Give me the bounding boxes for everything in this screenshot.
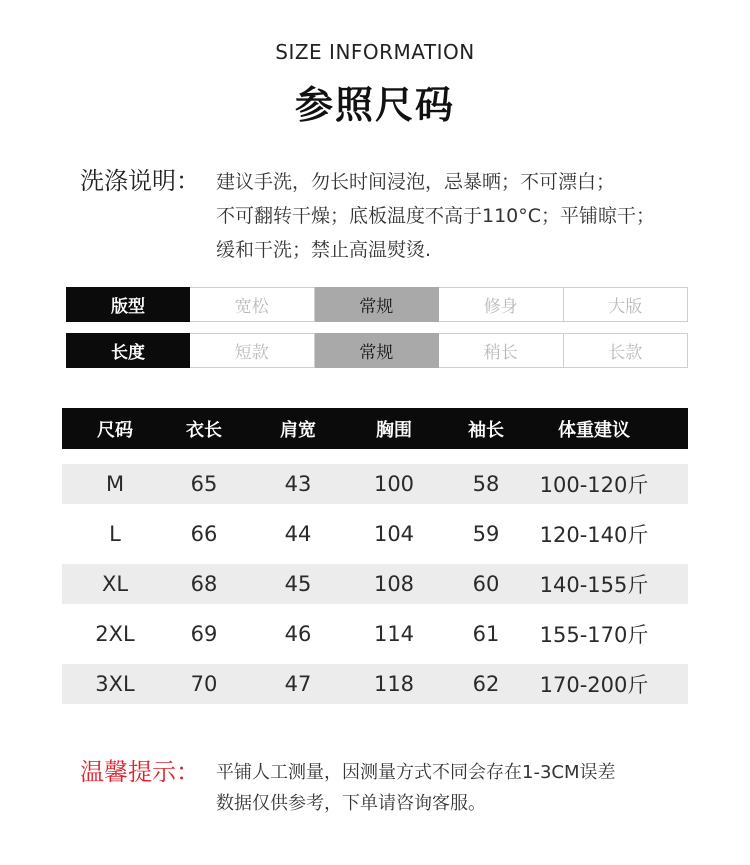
fit-option: 常规 xyxy=(315,287,440,322)
table-cell: M xyxy=(105,472,125,496)
care-instruction-line: 建议手洗，勿长时间浸泡，忌暴晒；不可漂白； xyxy=(216,171,616,193)
care-instruction-line: 缓和干洗；禁止高温熨烫. xyxy=(216,239,432,261)
fit-selector xyxy=(66,287,688,322)
column-header: 袖长 xyxy=(468,419,504,441)
table-row xyxy=(62,514,688,554)
column-header: 体重建议 xyxy=(558,419,630,441)
table-cell: 70 xyxy=(190,672,218,696)
table-cell: 118 xyxy=(373,672,415,696)
table-cell: 62 xyxy=(472,672,500,696)
table-row xyxy=(62,464,688,504)
size-table xyxy=(62,408,688,704)
table-cell: 104 xyxy=(373,522,415,546)
length-label: 长度 xyxy=(66,333,190,368)
table-cell: 2XL xyxy=(95,622,135,646)
table-cell: 60 xyxy=(472,572,500,596)
column-header: 肩宽 xyxy=(280,419,316,441)
table-row xyxy=(62,614,688,654)
column-header: 胸围 xyxy=(376,419,412,441)
column-header: 尺码 xyxy=(97,419,133,441)
length-selector xyxy=(66,333,688,368)
table-cell: 68 xyxy=(190,572,218,596)
fit-option: 修身 xyxy=(439,287,564,322)
length-option: 短款 xyxy=(190,333,315,368)
table-cell: 100-120斤 xyxy=(539,473,649,497)
tip-line: 平铺人工测量，因测量方式不同会存在1-3CM误差 xyxy=(216,762,616,783)
fit-option: 宽松 xyxy=(190,287,315,322)
table-cell: XL xyxy=(101,572,129,596)
table-cell: 100 xyxy=(373,472,415,496)
length-option: 长款 xyxy=(564,333,689,368)
table-cell: 66 xyxy=(190,522,218,546)
table-row xyxy=(62,564,688,604)
column-header: 衣长 xyxy=(186,419,222,441)
table-cell: 155-170斤 xyxy=(539,623,649,647)
table-cell: 108 xyxy=(373,572,415,596)
length-option: 常规 xyxy=(315,333,440,368)
table-cell: 170-200斤 xyxy=(539,673,649,697)
tip-label: 温馨提示： xyxy=(80,758,200,786)
table-cell: 58 xyxy=(472,472,500,496)
care-instructions-label: 洗涤说明： xyxy=(80,167,200,195)
table-cell: L xyxy=(109,522,121,546)
tip-line: 数据仅供参考，下单请咨询客服。 xyxy=(216,793,486,814)
page-subtitle: SIZE INFORMATION xyxy=(275,40,475,64)
page-title: 参照尺码 xyxy=(294,83,455,127)
table-cell: 120-140斤 xyxy=(539,523,649,547)
table-cell: 69 xyxy=(190,622,218,646)
table-cell: 59 xyxy=(472,522,500,546)
table-cell: 3XL xyxy=(95,672,135,696)
fit-option: 大版 xyxy=(564,287,689,322)
table-cell: 44 xyxy=(284,522,312,546)
care-instruction-line: 不可翻转干燥；底板温度不高于110°C；平铺晾干； xyxy=(216,205,656,227)
table-cell: 140-155斤 xyxy=(539,573,649,597)
length-option: 稍长 xyxy=(439,333,564,368)
table-cell: 46 xyxy=(284,622,312,646)
table-row xyxy=(62,664,688,704)
table-cell: 61 xyxy=(472,622,500,646)
table-cell: 43 xyxy=(284,472,312,496)
table-cell: 47 xyxy=(284,672,312,696)
fit-label: 版型 xyxy=(66,287,190,322)
table-header xyxy=(62,408,688,449)
table-cell: 65 xyxy=(190,472,218,496)
table-cell: 45 xyxy=(284,572,312,596)
table-cell: 114 xyxy=(373,622,415,646)
